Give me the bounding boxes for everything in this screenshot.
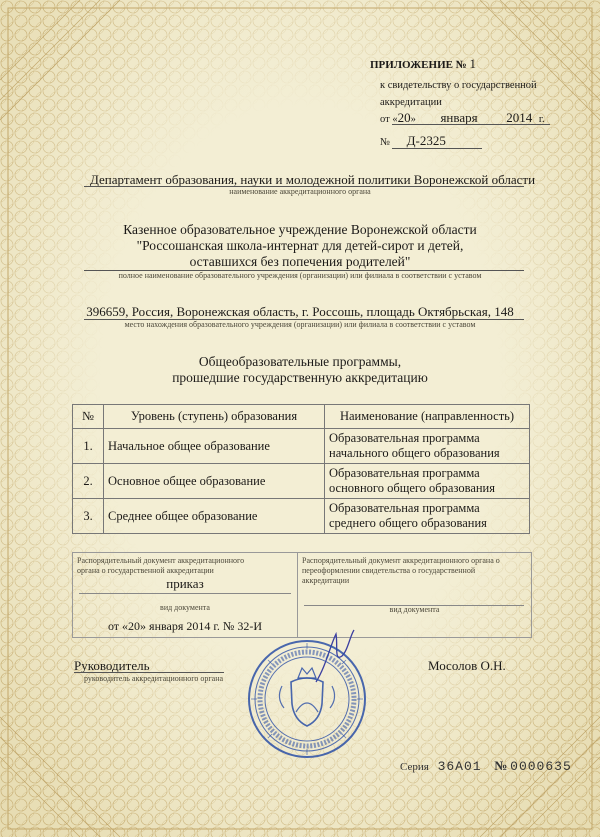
date-day: 20	[397, 110, 411, 125]
address-text: 396659, Россия, Воронежская область, г. Россошь, площадь Октябрьская, 148	[86, 304, 514, 319]
order-left-caption1: Распорядительный документ аккредитационного	[77, 556, 245, 565]
row-name: Образовательная программа основного общего образования	[325, 464, 530, 499]
signature-name: Мосолов О.Н.	[428, 658, 506, 673]
row-num: 2.	[73, 464, 104, 499]
institution-line1: Казенное образовательное учреждение Воронежской области	[123, 222, 477, 237]
row-level: Среднее общее образование	[104, 499, 325, 534]
institution-line2: "Россошанская школа-интернат для детей-сирот и детей,	[136, 238, 464, 253]
header-name: Наименование (направленность)	[325, 405, 530, 429]
institution-line3: оставшихся без попечения родителей"	[189, 254, 411, 269]
series-number: 0000635	[510, 759, 572, 774]
row-name: Образовательная программа среднего общего образования	[325, 499, 530, 534]
order-right-caption3: аккредитации	[302, 576, 350, 585]
institution-caption: полное наименование образовательного учреждения (организации) или филиала в соответствии с уставом	[118, 271, 482, 280]
date-suffix: г.	[538, 114, 545, 125]
signature-title: Руководитель	[74, 658, 150, 673]
programs-table	[72, 404, 530, 534]
appendix-line1: к свидетельству о государственной	[380, 80, 537, 91]
programs-heading-line1: Общеобразовательные программы,	[198, 354, 402, 369]
order-right-type-caption: вид документа	[389, 605, 440, 614]
date-prefix: от «	[380, 114, 398, 125]
row-level: Начальное общее образование	[104, 429, 325, 464]
appendix-reg	[380, 133, 446, 149]
series-block	[400, 758, 572, 774]
date-month: января	[440, 110, 478, 125]
series-number-prefix: №	[494, 758, 508, 773]
reg-prefix: №	[380, 137, 391, 148]
row-num: 1.	[73, 429, 104, 464]
address-caption: место нахождения образовательного учреждения (организации) или филиала в соответствии с уставом	[124, 320, 476, 329]
programs-heading-line2: прошедшие государственную аккредитацию	[172, 370, 428, 385]
series-code: 36А01	[437, 759, 482, 774]
header-num: №	[73, 405, 104, 429]
order-right-caption1: Распорядительный документ аккредитационного органа о	[302, 556, 500, 565]
signature-caption: руководитель аккредитационного органа	[84, 674, 224, 683]
appendix-number: 1	[469, 56, 477, 71]
row-num: 3.	[73, 499, 104, 534]
order-left-column	[73, 553, 298, 637]
official-seal-icon	[246, 638, 368, 760]
reg-number: Д-2325	[406, 133, 446, 148]
order-left-type: приказ	[166, 576, 204, 591]
order-right-column	[298, 553, 531, 637]
order-left-caption2: органа о государственной аккредитации	[77, 566, 214, 575]
order-left-type-caption: вид документа	[160, 603, 210, 612]
header-level: Уровень (ступень) образования	[104, 405, 325, 429]
date-close: »	[410, 114, 416, 125]
date-year: 2014	[506, 110, 533, 125]
table-row	[73, 499, 530, 534]
table-row	[73, 429, 530, 464]
row-name: Образовательная программа начального общего образования	[325, 429, 530, 464]
authority-name: Департамент образования, науки и молодежной политики Воронежской области	[90, 172, 536, 187]
table-row	[73, 464, 530, 499]
appendix-title	[370, 56, 476, 72]
authority-caption: наименование аккредитационного органа	[229, 187, 371, 196]
order-left-date: от «20» января 2014 г. № 32-И	[107, 619, 263, 633]
institution-name	[0, 222, 600, 270]
programs-heading	[0, 354, 600, 386]
order-right-caption2: переоформлении свидетельства о государственной	[302, 566, 476, 575]
row-level: Основное общее образование	[104, 464, 325, 499]
programs-table-header	[73, 405, 530, 429]
appendix-line2: аккредитации	[380, 97, 442, 108]
series-label: Серия	[400, 761, 429, 773]
appendix-title-text: ПРИЛОЖЕНИЕ №	[370, 59, 467, 71]
